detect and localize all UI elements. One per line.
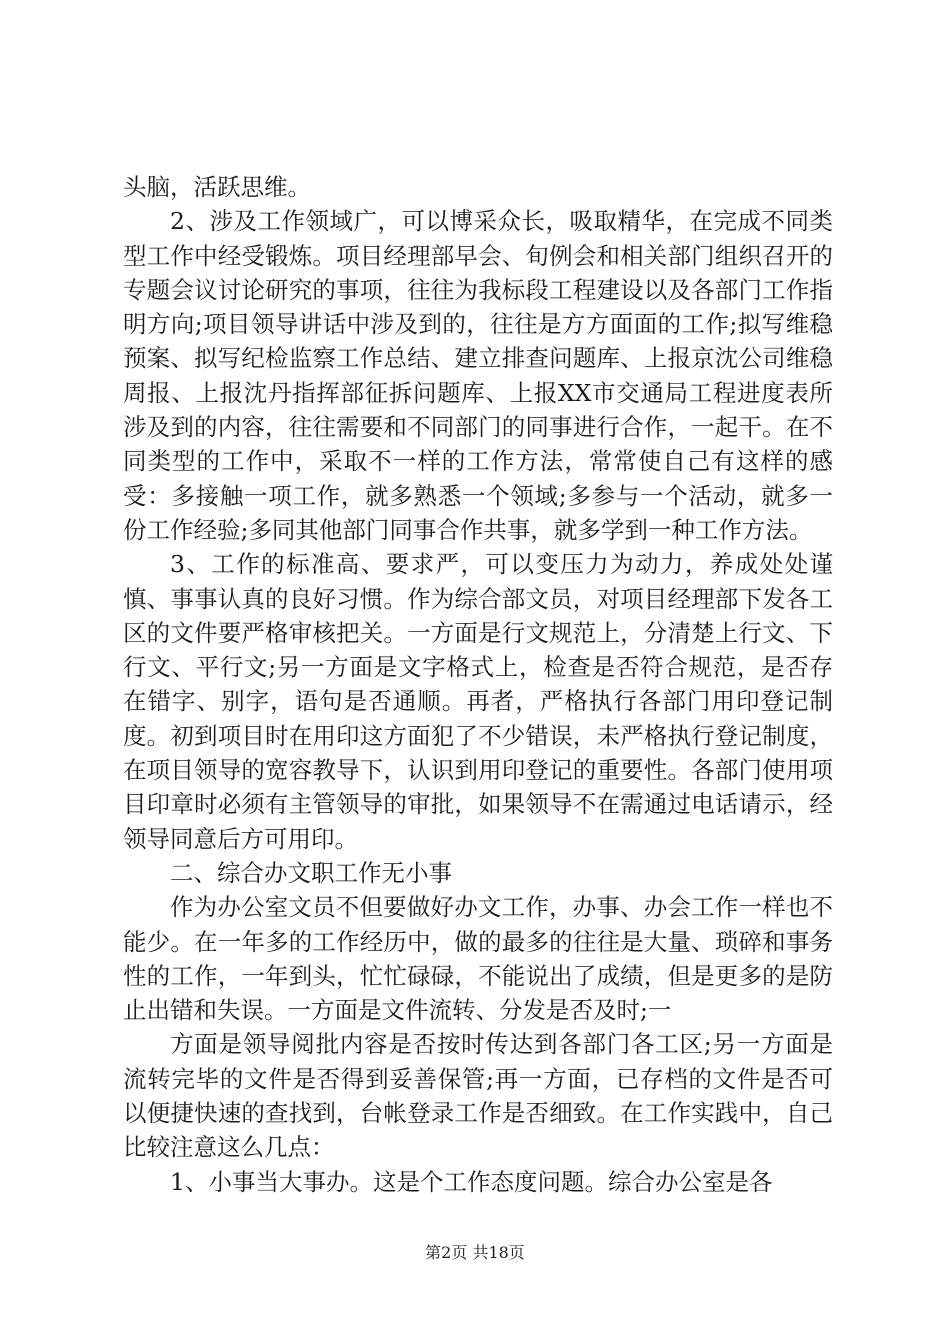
paragraph-3: 3、工作的标准高、要求严，可以变压力为动力，养成处处谨慎、事事认真的良好习惯。作为综合部文员，对项目经理部下发各工区的文件要严格审核把关。一方面是行文规范上，分清楚上行文、下行文、平行文;另一方面是文字格式上，检查是否符合规范，是否存在错字、别字，语句是否通顺。再者，严格执行各部门用印登记制度。初到项目时在用印这方面犯了不少错误，未严格执行登记制度，在项目领导的宽容教导下，认识到用印登记的重要性。各部门使用项目印章时必须有主管领导的审批，如果领导不在需通过电话请示，经领导同意后方可用印。 (123, 550, 833, 853)
document-body (123, 170, 833, 1199)
paragraph-5: 方面是领导阅批内容是否按时传达到各部门各工区;另一方面是流转完毕的文件是否得到妥善保管;再一方面，已存档的文件是否可以便捷快速的查找到，台帐登录工作是否细致。在工作实践中，自己比较注意这么几点： (123, 1030, 833, 1162)
paragraph-4: 作为办公室文员不但要做好办文工作，办事、办会工作一样也不能少。在一年多的工作经历中，做的最多的往往是大量、琐碎和事务性的工作，一年到头，忙忙碌碌，不能说出了成绩，但是更多的是防止出错和失误。一方面是文件流转、分发是否及时;一 (123, 893, 833, 1025)
section-heading: 二、综合办文职工作无小事 (170, 858, 452, 887)
paragraph-1: 头脑，活跃思维。 (123, 173, 311, 201)
paragraph-6: 1、小事当大事办。这是个工作态度问题。综合办公室是各 (170, 1167, 773, 1196)
paragraph-2: 2、涉及工作领域广，可以博采众长，吸取精华，在完成不同类型工作中经受锻炼。项目经理部早会、旬例会和相关部门组织召开的专题会议讨论研究的事项，往往为我标段工程建设以及各部门工作指明方向;项目领导讲话中涉及到的，往往是方方面面的工作;拟写维稳预案、拟写纪检监察工作总结、建立排查问题库、上报京沈公司维稳周报、上报沈丹指挥部征拆问题库、上报XX市交通局工程进度表所涉及到的内容，往往需要和不同部门的同事进行合作，一起干。在不同类型的工作中，采取不一样的工作方法，常常使自己有这样的感受：多接触一项工作，就多熟悉一个领域;多参与一个活动，就多一份工作经验;多同其他部门同事合作共事，就多学到一种工作方法。 (123, 207, 833, 544)
page-footer: 第2页 共18页 (425, 1243, 525, 1262)
